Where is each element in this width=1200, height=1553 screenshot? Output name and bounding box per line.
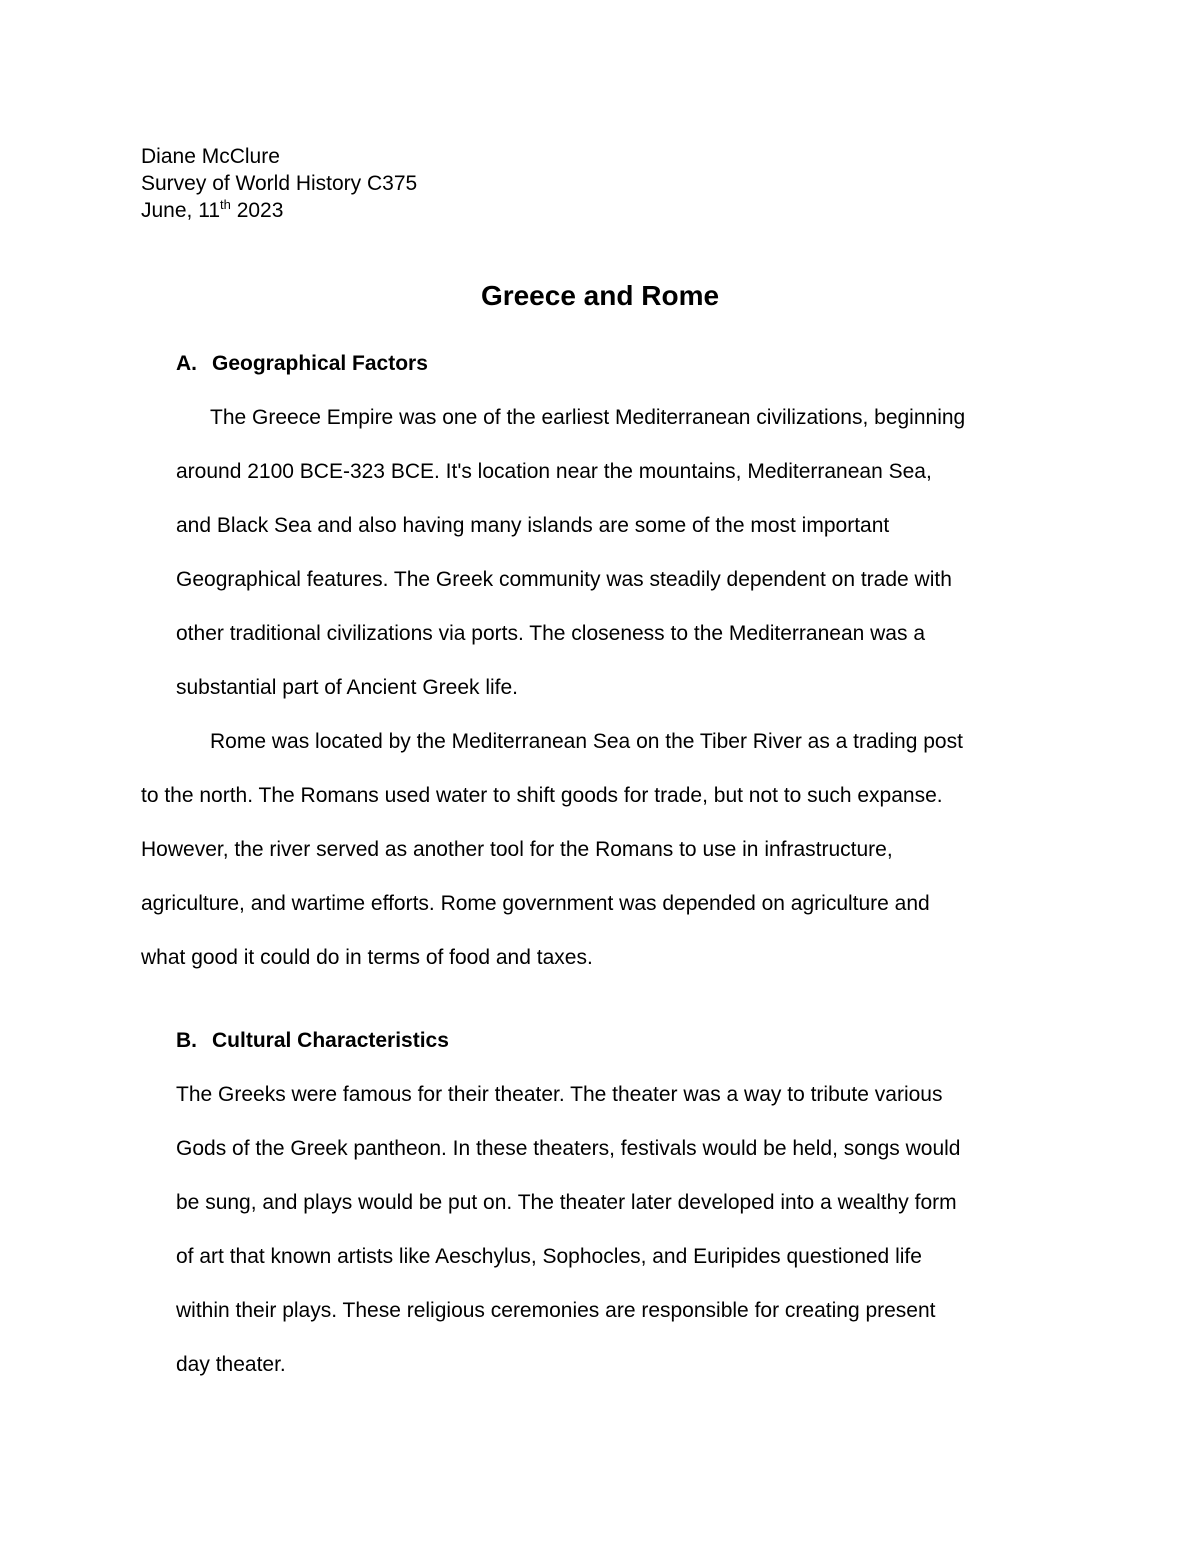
section-b-p1-line-4: of art that known artists like Aeschylus, Sophocles, and Euripides questioned life: [176, 1245, 922, 1268]
section-a-heading: [176, 350, 428, 377]
section-a-p2-line-3: However, the river served as another tool for the Romans to use in infrastructure,: [141, 838, 893, 861]
section-a-p2-line-2: to the north. The Romans used water to shift goods for trade, but not to such expanse.: [141, 784, 943, 807]
section-a-p2-line-5: what good it could do in terms of food and taxes.: [141, 946, 593, 969]
section-a-p1-line-1: The Greece Empire was one of the earliest Mediterranean civilizations, beginning: [210, 406, 966, 429]
section-a-p1-line-5: other traditional civilizations via ports. The closeness to the Mediterranean was a: [176, 622, 925, 645]
section-a-p2-line-4: agriculture, and wartime efforts. Rome government was depended on agriculture and: [141, 892, 930, 915]
date-suffix: 2023: [230, 199, 284, 222]
document-title: Greece and Rome: [480, 280, 720, 311]
section-a-p1-line-4: Geographical features. The Greek community was steadily dependent on trade with: [176, 568, 952, 591]
course-name: Survey of World History C375: [141, 172, 418, 195]
section-b-p1-line-3: be sung, and plays would be put on. The theater later developed into a wealthy form: [176, 1191, 957, 1214]
section-b-p1-line-1: The Greeks were famous for their theater. The theater was a way to tribute various: [176, 1083, 943, 1106]
section-a-title: Geographical Factors: [212, 352, 428, 375]
document-date: [141, 197, 283, 224]
section-a-p2-line-1: Rome was located by the Mediterranean Sea on the Tiber River as a trading post: [210, 730, 963, 753]
section-b-p1-line-6: day theater.: [176, 1353, 286, 1376]
section-b-p1-line-2: Gods of the Greek pantheon. In these theaters, festivals would be held, songs would: [176, 1137, 961, 1160]
section-a-p1-line-3: and Black Sea and also having many islands are some of the most important: [176, 514, 890, 537]
section-a-letter: A.: [176, 352, 197, 375]
date-superscript: th: [220, 197, 231, 212]
section-b-heading: [176, 1027, 449, 1054]
date-prefix: June, 11: [141, 199, 221, 222]
section-b-title: Cultural Characteristics: [212, 1029, 449, 1052]
author-name: Diane McClure: [141, 145, 280, 168]
section-a-p1-line-6: substantial part of Ancient Greek life.: [176, 676, 519, 699]
section-b-p1-line-5: within their plays. These religious ceremonies are responsible for creating present: [176, 1299, 936, 1322]
section-a-p1-line-2: around 2100 BCE-323 BCE. It's location near the mountains, Mediterranean Sea,: [176, 460, 932, 483]
section-b-letter: B.: [176, 1029, 197, 1052]
